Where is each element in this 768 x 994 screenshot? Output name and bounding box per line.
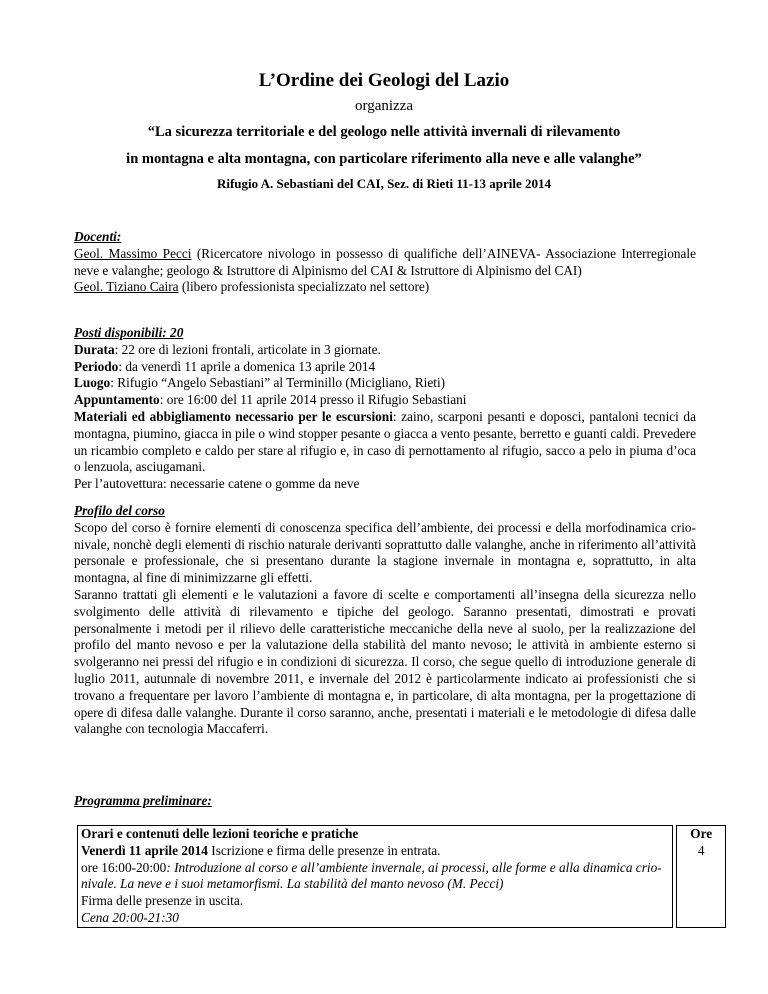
profilo-section (74, 503, 696, 738)
appuntamento-label: Appuntamento (74, 392, 160, 408)
autovettura: Per l’autovettura: necessarie catene o gomme da neve (74, 476, 360, 492)
course-title-line2: in montagna e alta montagna, con particolare riferimento alla neve e alle valanghe” (126, 151, 642, 167)
docente-2-name: Geol. Tiziano Caira (74, 279, 179, 295)
table-row (77, 825, 726, 928)
info-section (74, 325, 696, 493)
day1-text: Iscrizione e firma delle presenze in entrata. (207, 842, 441, 858)
day1-label: Venerdì 11 aprile 2014 (81, 842, 208, 858)
profilo-paragraph-2: Saranno trattati gli elementi e le valutazioni a favore di scelte e comportamenti all’insegna della sicurezza nello svolgimento delle attività di rilevamento e tipiche del geologo. Saranno presentati, dimostrati e provati personalmente i metodi per il rilievo delle caratteristiche meccaniche della neve al suolo, per la realizzazione del profilo del manto nevoso e per la valutazione della stabilità del manto nevoso; le attività in ambiente esterno si svolgeranno nei pressi del rifugio e in condizioni di sicurezza. Il corso, che segue quello di introduzione generale di luglio 2011, autunnale di novembre 2011, e invernale del 2012 è particolarmente indicato ai professionisti che si trovano a frequentare per lavoro l’ambiente di montagna e, in particolare, di alta montagna, per la progettazione di opere di difesa dalle valanghe. Durante il corso saranno, anche, presentati i materiali e le metodologie di difesa dalle valanghe con tecnologia Maccaferri. (74, 586, 696, 737)
table-cell-content (77, 825, 673, 928)
table-cell-ore (676, 825, 726, 928)
day1-time: ore 16:00-20:00 (81, 859, 167, 875)
day1-session (81, 860, 669, 894)
docente-1-desc: (Ricercatore nivologo in possesso di qualifiche dell’AINEVA- Associazione Interregionale neve e valanghe; geologo & Istruttore di Alpinismo del CAI & Istruttore di Alpinismo del CAI) (74, 245, 697, 278)
durata-label: Durata (74, 341, 115, 357)
day1-firma: Firma delle presenze in uscita. (81, 893, 244, 909)
day1-intro (81, 843, 669, 860)
posti-disponibili: Posti disponibili: 20 (74, 325, 184, 340)
organizza-label: organizza (354, 98, 414, 114)
profilo-paragraph-1: Scopo del corso è fornire elementi di conoscenza specifica dell’ambiente, dei processi e della morfodinamica crio-nivale, nonchè degli elementi di rischio naturale derivanti soprattutto dalle valanghe, anche in riferimento all’attività personale e professionale, che si presentano durante la stagione invernale in montagna e, soprattutto, in alta montagna, al fine di minimizzarne gli effetti. (74, 519, 696, 586)
programma-section (74, 793, 696, 810)
docenti-heading: Docenti: (74, 229, 122, 244)
appuntamento-text: : ore 16:00 del 11 aprile 2014 presso il Rifugio Sebastiani (159, 392, 467, 408)
luogo (74, 375, 696, 392)
luogo-text: : Rifugio “Angelo Sebastiani” al Terminillo (Micigliano, Rieti) (110, 375, 446, 391)
materiali (74, 409, 696, 476)
venue-date: Rifugio A. Sebastiani del CAI, Sez. di Rieti 11-13 aprile 2014 (216, 176, 552, 191)
docenti-section (74, 229, 696, 296)
docente-1 (74, 246, 696, 280)
table-header: Orari e contenuti delle lezioni teoriche e pratiche (81, 826, 359, 841)
day1-cena: Cena 20:00-21:30 (81, 909, 179, 925)
document-title: L’Ordine dei Geologi del Lazio (258, 70, 510, 91)
ore-header: Ore (690, 826, 713, 841)
luogo-label: Luogo (74, 375, 111, 391)
durata (74, 342, 696, 359)
course-title-line1: “La sicurezza territoriale e del geologo nelle attività invernali di rilevamento (147, 124, 621, 140)
docente-2 (74, 279, 696, 296)
materiali-label: Materiali ed abbigliamento necessario per le escursioni (74, 408, 393, 424)
periodo-label: Periodo (74, 358, 119, 374)
materiali-text: : zaino, scarponi pesanti e doposci, pantaloni tecnici da montagna, piumino, giacca in pile o wind stopper pesante o giacca a vento pesante, berretto e guanti caldi. Prevedere un ricambio completo e caldo per stare al rifugio e, in caso di pernottamento al rifugio, sacco a pelo in piuma d’oca o lenzuola, asciugamani. (74, 408, 696, 475)
appuntamento (74, 392, 696, 409)
programma-heading: Programma preliminare: (74, 793, 212, 808)
periodo-text: : da venerdì 11 aprile a domenica 13 aprile 2014 (118, 358, 376, 374)
periodo (74, 359, 696, 376)
docente-2-desc: (libero professionista specializzato nel settore) (178, 279, 430, 295)
docente-1-name: Geol. Massimo Pecci (74, 245, 192, 261)
day1-ore: 4 (697, 842, 705, 858)
day1-session-text: : Introduzione al corso e all’ambiente invernale, ai processi, alle forme e alla dinamica crio-nivale. La neve e i suoi metamorfismi. La stabilità del manto nevoso (M. Pecci) (81, 859, 662, 892)
programma-table (74, 822, 729, 931)
profilo-heading: Profilo del corso (74, 503, 165, 518)
durata-text: : 22 ore di lezioni frontali, articolate in 3 giornate. (114, 341, 381, 357)
